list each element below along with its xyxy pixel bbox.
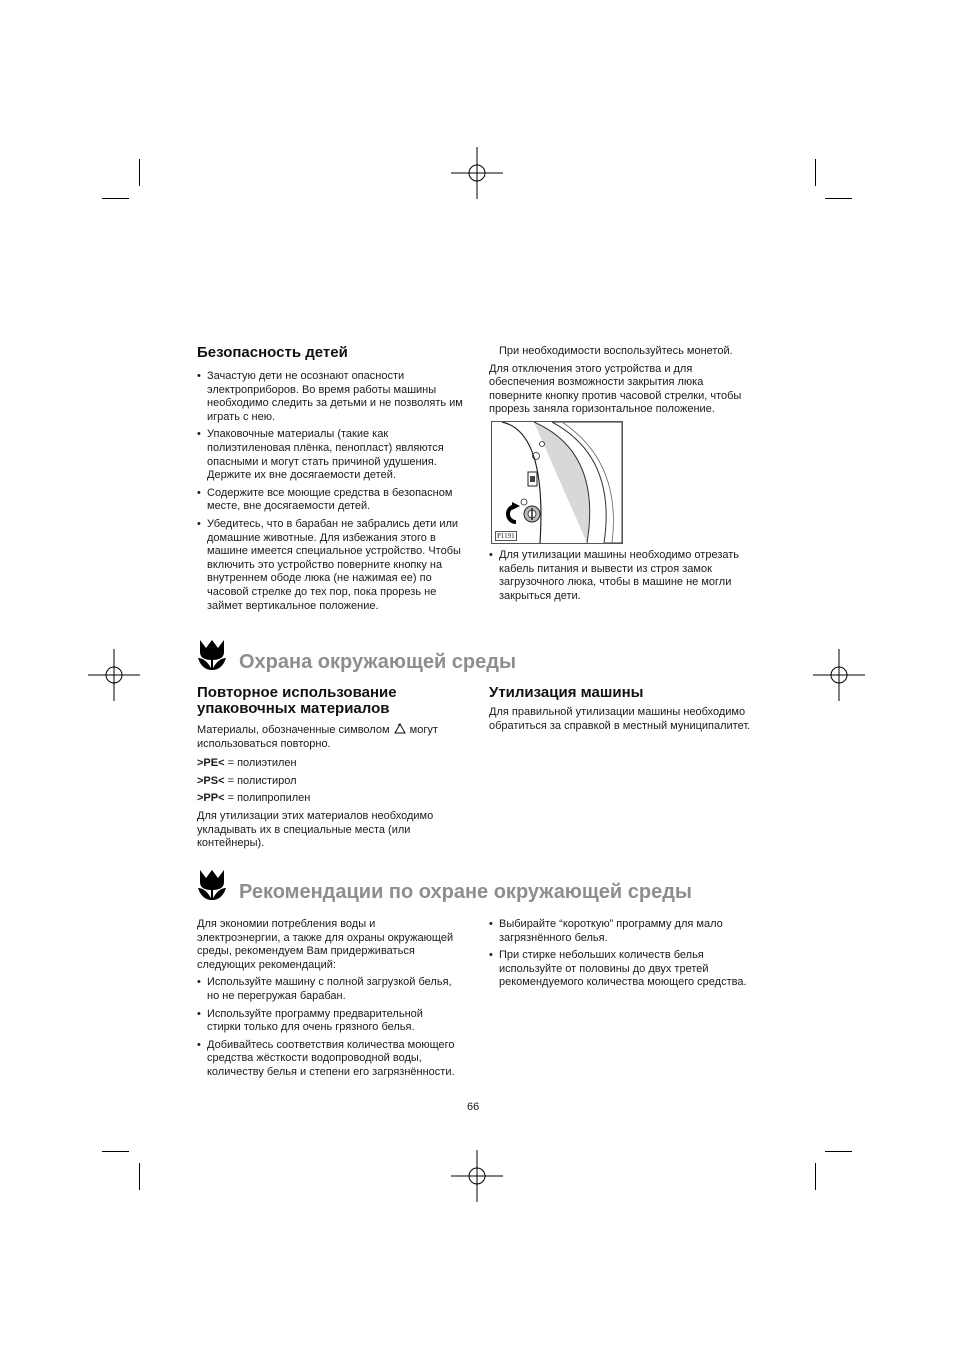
material-meaning: = полиэтилен — [224, 757, 297, 770]
crop-mark — [825, 1151, 852, 1152]
child-safety-list — [197, 370, 465, 613]
machine-disposal-title: Утилизация машины — [489, 684, 644, 701]
list-item: • Используйте программу предварительной стирки только для очень грязного белья. — [197, 1008, 459, 1035]
crop-mark — [815, 159, 816, 186]
packaging-closing: Для утилизации этих материалов необходимо укладывать их в специальные места (или контейнеры). — [197, 809, 434, 850]
material-code: >PP< — [197, 792, 225, 805]
registration-mark-icon — [813, 649, 865, 701]
child-safety-title: Безопасность детей — [197, 344, 348, 361]
machine-disposal-section — [489, 685, 757, 737]
material-code-row — [197, 792, 465, 806]
material-code-row — [197, 775, 465, 789]
crop-mark — [139, 1163, 140, 1190]
list-item: • Для утилизации машины необходимо отрезать кабель питания и вывести из строя замок загрузочного люка, чтобы в машине не могли закрыться дети. — [489, 549, 757, 603]
door-lock-drawing — [492, 422, 622, 543]
crop-mark — [139, 159, 140, 186]
list-item: • Используйте машину с полной загрузкой белья, но не перегружая барабан. — [197, 976, 459, 1003]
tulip-icon — [196, 868, 228, 902]
crop-mark — [102, 1151, 129, 1152]
eco-intro: Для экономии потребления воды и электроэнергии, а также для охраны окружающей среды, рекомендуем Вам придерживаться следующих рекомендаций: — [197, 918, 454, 971]
packaging-intro — [197, 723, 465, 751]
crop-mark — [825, 198, 852, 199]
material-code: >PS< — [197, 774, 225, 787]
material-meaning: = полистирол — [224, 774, 297, 787]
list-item: • Добивайтесь соответствия количества моющего средства жёсткости водопроводной воды, количеству белья и степени его загрязнённости. — [197, 1039, 459, 1080]
packaging-intro-after: могут использоваться повторно. — [197, 724, 438, 750]
machine-disposal-note — [489, 549, 757, 607]
packaging-title: Повторное использование упаковочных материалов — [197, 684, 397, 717]
list-item: • Упаковочные материалы (такие как полиэтиленовая плёнка, пенопласт) являются опасными и могут стать причиной удушения. Держите их вне досягаемости детей. — [197, 428, 465, 482]
list-item: • При стирке небольших количеств белья используйте от половины до двух третей рекомендуемого количества моющего средства. — [489, 949, 751, 990]
machine-disposal-text: Для правильной утилизации машины необходимо обратиться за справкой в местный муниципалитет. — [489, 706, 751, 732]
disposal-list — [489, 549, 757, 603]
eco-right-column — [489, 918, 751, 994]
recycle-icon — [393, 723, 407, 735]
door-lock-illustration — [491, 421, 623, 544]
crop-mark — [102, 198, 129, 199]
disable-paragraph: Для отключения этого устройства и для обеспечения возможности закрытия люка поверните кнопку против часовой стрелки, чтобы прорезь заняла горизонтальное положение. — [489, 362, 742, 416]
list-item: • Зачастую дети не осознают опасности электроприборов. Во время работы машины необходимо следить за детьми и не позволять им играть с нею. — [197, 370, 465, 424]
list-item: • Содержите все моющие средства в безопасном месте, вне досягаемости детей. — [197, 487, 465, 514]
packaging-intro-before: Материалы, обозначенные символом — [197, 724, 390, 736]
registration-mark-icon — [451, 1150, 503, 1202]
packaging-section — [197, 685, 465, 855]
env-section-title: Охрана окружающей среды — [239, 651, 517, 673]
material-code-row — [197, 757, 465, 771]
door-lock-section — [489, 345, 757, 421]
figure-label: P1191 — [497, 532, 515, 540]
child-safety-section — [197, 345, 465, 617]
list-item: • Убедитесь, что в барабан не забрались дети или домашние животные. Для избежания этого в машине имеется специальное устройство. Чтобы включить это устройство поверните кнопку на внутреннем ободе люка (не нажимая ее) по часовой стрелке до тех пор, пока прорезь не займет вертикальное положение. — [197, 518, 465, 613]
crop-mark — [815, 1163, 816, 1190]
page-number: 66 — [467, 1101, 480, 1113]
list-item: • Выбирайте “короткую” программу для мало загрязнённого белья. — [489, 918, 751, 945]
eco-left-list — [197, 976, 459, 1079]
eco-right-list — [489, 918, 751, 990]
registration-mark-icon — [451, 147, 503, 199]
tulip-icon — [196, 638, 228, 672]
registration-mark-icon — [88, 649, 140, 701]
material-meaning: = полипропилен — [224, 792, 311, 805]
material-code: >PE< — [197, 757, 225, 770]
coin-note: При необходимости воспользуйтесь монетой. — [499, 345, 733, 357]
eco-section-title: Рекомендации по охране окружающей среды — [239, 881, 692, 903]
eco-left-column — [197, 918, 459, 1084]
